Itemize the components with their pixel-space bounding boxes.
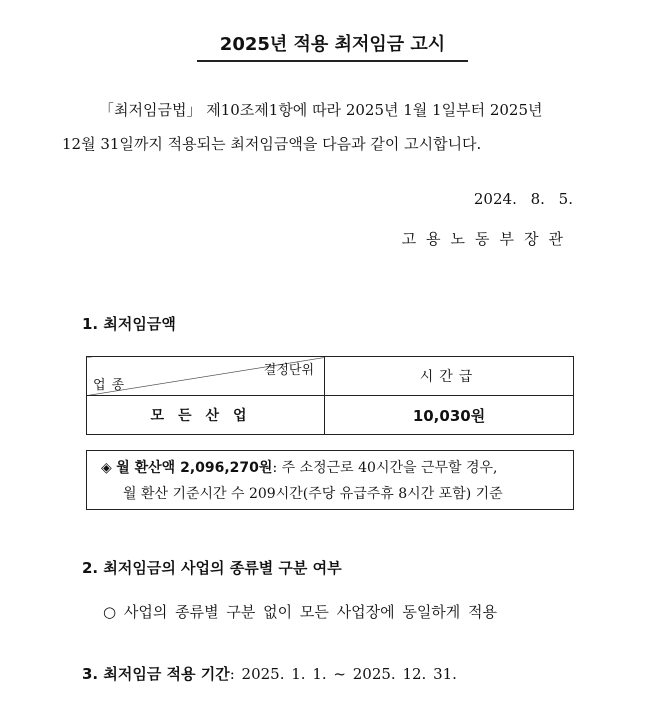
section-2-bullet-text: 사업의 종류별 구분 없이 모든 사업장에 동일하게 적용 [123,603,498,621]
monthly-conversion-note [86,450,574,510]
table-header-row [87,357,574,396]
minimum-wage-table [86,356,574,435]
notice-date: 2024. 8. 5. [473,190,573,208]
title-underline [197,60,468,62]
intro-paragraph [62,93,598,161]
note-line-2: 월 환산 기준시간 수 209시간(주당 유급주휴 8시간 포함) 기준 [123,486,503,502]
wage-value: 10,030원 [325,396,574,435]
note-text: : 주 소정근로 40시간을 근무할 경우, [272,460,498,476]
monthly-amount: 월 환산액 2,096,270원 [116,460,273,476]
section-3-heading [82,663,457,685]
hourly-label: 시간급 [325,357,574,396]
section-2-bullet [103,601,497,623]
intro-line-1: 「최저임금법」 제10조제1항에 따라 2025년 1월 1일부터 2025년 [99,101,543,119]
intro-line-2: 12월 31일까지 적용되는 최저임금액을 다음과 같이 고시합니다. [62,135,482,153]
issuer-name: 고용노동부장관 [401,230,573,248]
section-3-label: 3. 최저임금 적용 기간 [82,665,230,683]
application-period: : 2025. 1. 1. ~ 2025. 12. 31. [229,665,457,683]
unit-label: 결정단위 [263,363,314,378]
industry-label: 업종 [93,378,131,393]
diagonal-header-cell [87,357,325,396]
table-row [87,396,574,435]
page-title: 2025년 적용 최저임금 고시 [219,34,446,55]
industry-value: 모든산업 [87,396,325,435]
section-1-heading: 1. 최저임금액 [82,315,176,333]
circle-bullet-icon: ○ [103,603,117,621]
diamond-bullet-icon: ◈ [101,460,112,476]
section-2-heading: 2. 최저임금의 사업의 종류별 구분 여부 [82,559,342,577]
